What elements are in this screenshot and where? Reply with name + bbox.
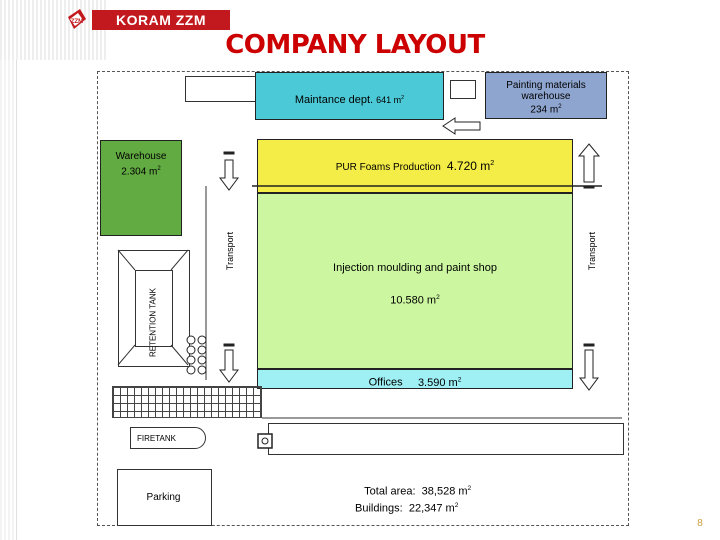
down-arrow-icon [220, 344, 238, 382]
down-arrow-icon [220, 152, 238, 190]
page-number: 8 [697, 518, 703, 529]
page-title: COMPANY LAYOUT [225, 30, 485, 60]
total-area: Total area: 38,528 $m^2$ [364, 485, 472, 498]
injection-name: Injection moulding and paint shop [333, 262, 497, 274]
retention-tank-outline [118, 250, 188, 365]
gate-icon [258, 434, 272, 448]
retention-tank-label: RETENTION TANK [148, 287, 158, 358]
transport-label-left: Transport [225, 231, 235, 271]
pur-name: PUR Foams Production [335, 162, 441, 173]
buildings-area: Buildings: 22,347 $m^2$ [355, 501, 459, 515]
silo-circles [187, 336, 206, 374]
up-arrow-icon [579, 144, 599, 188]
logo-mark-text: ZZM [70, 19, 84, 25]
pur-area: 4.720 $m^2$ [446, 158, 495, 173]
warehouse-name: Warehouse [115, 151, 167, 162]
painting-warehouse-area: 234 $m^2$ [530, 104, 562, 116]
fire-tank-label: FIRETANK [137, 433, 176, 443]
down-arrow-icon [580, 344, 598, 390]
parking-label: Parking [146, 492, 181, 503]
left-arrow-icon [443, 118, 480, 134]
maintenance-area: 641 $m^2$ [376, 95, 405, 105]
offices-area: 3.590 $m^2$ [417, 376, 462, 389]
logo-text: KORAM ZZM [115, 12, 207, 28]
maintenance-name: Maintance dept. [294, 94, 374, 106]
injection-area: 10.580 $m^2$ [390, 294, 440, 307]
warehouse-area: 2.304 $m^2$ [121, 166, 161, 178]
painting-warehouse-name: Painting materials warehouse [506, 80, 586, 102]
transport-label-right: Transport [587, 231, 597, 271]
offices-name: Offices [368, 376, 403, 389]
